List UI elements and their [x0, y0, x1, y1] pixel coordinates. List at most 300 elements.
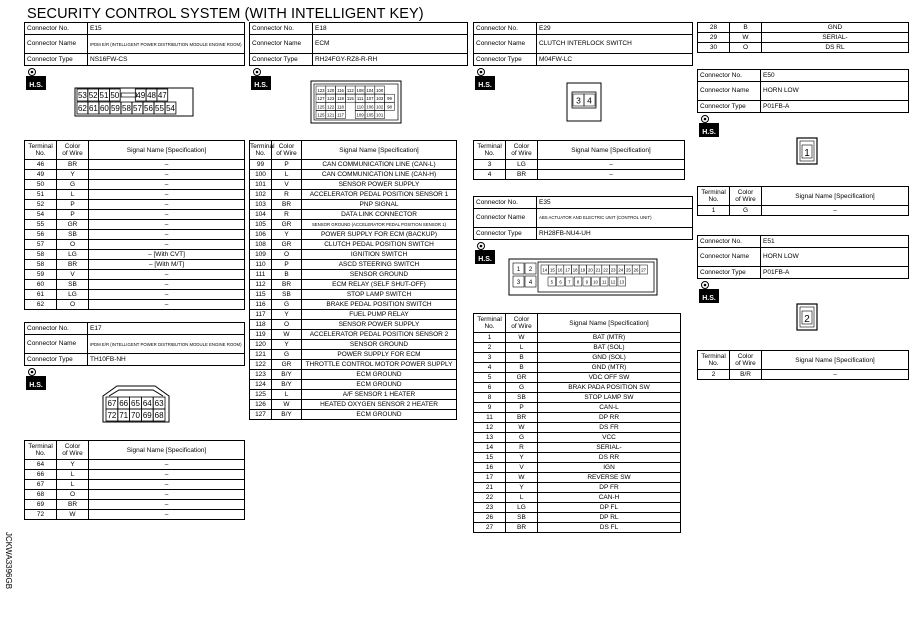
wire-color-cell: B/Y	[272, 380, 302, 390]
terminal-no-header: Terminal No.	[698, 187, 730, 206]
terminal-no-cell: 27	[474, 523, 506, 533]
connector-info-e29: Connector No. E29 Connector Name CLUTCH INTERLOCK SWITCH Connector Type M04FW-LC	[473, 22, 693, 66]
terminal-no-cell: 58	[25, 260, 57, 270]
wire-color-cell: G	[506, 383, 538, 393]
table-row	[250, 300, 457, 310]
wire-color-header: Color of Wire	[57, 141, 89, 160]
wire-color-cell: L	[57, 190, 89, 200]
terminal-no-cell: 72	[25, 510, 57, 520]
connector-info-e35: Connector No. E35 Connector Name ABS ACTUATOR AND ELECTRIC UNIT (CONTROL UNIT) Connector Type RH28FB-NU4-UH	[473, 196, 693, 240]
table-row	[698, 43, 909, 53]
wire-color-cell: L	[57, 480, 89, 490]
terminal-no-cell: 110	[250, 260, 272, 270]
pin-label: 127	[317, 96, 325, 102]
table-row	[25, 160, 245, 170]
signal-name-cell: SENSOR POWER SUPPLY	[302, 180, 457, 190]
pin-label: 18	[572, 267, 578, 273]
connector-info-e51: Connector No. E51 Connector Name HORN LOW Connector Type P01FB-A	[697, 235, 909, 279]
pin-label: 100	[376, 88, 384, 93]
terminal-no-cell: 118	[250, 320, 272, 330]
signal-name-header: Signal Name [Specification]	[302, 141, 457, 160]
pin-label: 58	[122, 104, 131, 113]
wire-color-cell: G	[506, 433, 538, 443]
wire-color-cell: LG	[506, 160, 538, 170]
svg-text:H.S.: H.S.	[702, 295, 716, 302]
signal-name-cell: –	[89, 230, 245, 240]
table-row	[250, 320, 457, 330]
connector-e35-diagram	[508, 258, 658, 296]
terminal-no-cell: 125	[250, 390, 272, 400]
pin-label: 7	[568, 279, 571, 285]
harness-side-icon	[474, 241, 496, 265]
wire-color-cell: B	[272, 270, 302, 280]
signal-name-header: Signal Name [Specification]	[538, 141, 685, 160]
pin-label: 115	[346, 96, 354, 102]
pin-label: 12	[610, 279, 616, 285]
pin-label: 1	[804, 148, 810, 159]
pin-label: 2	[804, 314, 810, 325]
pin-label: 69	[142, 411, 152, 420]
signal-name-cell: –	[538, 170, 685, 180]
wire-color-cell: B/R	[730, 370, 762, 380]
table-row	[250, 160, 457, 170]
pin-label: 6	[559, 279, 562, 285]
table-row	[25, 260, 245, 270]
signal-name-cell: SERIAL-	[538, 443, 681, 453]
wire-color-cell: O	[57, 490, 89, 500]
table-row	[25, 200, 245, 210]
terminal-no-cell: 46	[25, 160, 57, 170]
connector-info-e50: Connector No. E50 Connector Name HORN LOW Connector Type P01FB-A	[697, 69, 909, 113]
pin-label: 117	[337, 112, 344, 118]
signal-name-cell: ACCELERATOR PEDAL POSITION SENSOR 1	[302, 190, 457, 200]
wire-color-cell: LG	[506, 503, 538, 513]
wire-color-cell: L	[506, 493, 538, 503]
signal-name-cell: VDC OFF SW	[538, 373, 681, 383]
table-row	[250, 220, 457, 230]
wire-color-cell: V	[57, 270, 89, 280]
wire-color-cell: O	[272, 320, 302, 330]
pin-label: 13	[619, 279, 625, 285]
table-row	[474, 513, 681, 523]
terminal-no-cell: 66	[25, 470, 57, 480]
table-row	[250, 240, 457, 250]
harness-side-icon	[698, 280, 720, 304]
wire-color-cell: Y	[57, 460, 89, 470]
table-row	[698, 370, 909, 380]
signal-name-cell: DS FL	[538, 523, 681, 533]
wire-color-cell: SB	[57, 230, 89, 240]
terminal-no-cell: 2	[474, 343, 506, 353]
pin-label: 66	[119, 399, 129, 408]
signal-name-header: Signal Name [Specification]	[89, 441, 245, 460]
wire-color-cell: GR	[506, 373, 538, 383]
pin-label: 17	[565, 267, 570, 273]
signal-name-cell: STOP LAMP SW	[538, 393, 681, 403]
wire-color-cell: G	[272, 300, 302, 310]
pin-label: 3	[516, 280, 521, 286]
wire-color-cell: P	[57, 210, 89, 220]
connector-info-e18: Connector No. E18 Connector Name ECM Connector Type RH24FGY-RZ8-R-RH	[249, 22, 468, 66]
pin-label: 121	[327, 112, 335, 118]
table-row	[474, 413, 681, 423]
signal-name-cell: ACCELERATOR PEDAL POSITION SENSOR 2	[302, 330, 457, 340]
table-row	[474, 353, 681, 363]
pin-label: 16	[557, 267, 563, 273]
signal-name-cell: –	[89, 510, 245, 520]
table-row	[25, 460, 245, 470]
terminal-no-cell: 54	[25, 210, 57, 220]
pin-label: 112	[346, 88, 354, 93]
connector-info-e17: Connector No. E17 Connector Name IPDM E/R (INTELLIGENT POWER DISTRIBUTION MODULE ENGINE ROOM) Connector Type TH10FB-NH	[24, 322, 245, 366]
signal-name-cell: – [With CVT]	[89, 250, 245, 260]
terminal-no-cell: 112	[250, 280, 272, 290]
table-row	[250, 250, 457, 260]
wire-color-cell: Y	[506, 483, 538, 493]
svg-text:H.S.: H.S.	[478, 82, 492, 89]
signal-name-cell: SENSOR GROUND (ACCELERATOR PEDAL POSITION SENSOR 1)	[302, 220, 457, 230]
terminal-no-cell: 5	[474, 373, 506, 383]
pin-label: 104	[366, 88, 374, 93]
pin-label: 8	[576, 279, 580, 285]
wire-color-cell: W	[272, 400, 302, 410]
table-header	[474, 314, 681, 333]
wire-color-cell: Y	[57, 170, 89, 180]
signal-name-cell: DS FR	[538, 423, 681, 433]
pin-label: 106	[366, 104, 374, 110]
connector-e50-diagram	[796, 137, 818, 165]
pin-label: 24	[618, 267, 624, 273]
pin-label: 11	[602, 279, 607, 285]
signal-name-cell: BAT (MTR)	[538, 333, 681, 343]
pin-label: 99	[387, 96, 392, 102]
table-row	[474, 373, 681, 383]
wire-color-cell: BR	[506, 170, 538, 180]
table-row	[474, 403, 681, 413]
signal-name-cell: DP FL	[538, 503, 681, 513]
terminal-no-cell: 109	[250, 250, 272, 260]
table-row	[698, 23, 909, 33]
terminal-table-e29	[473, 140, 685, 180]
signal-name-cell: GND	[762, 23, 909, 33]
wire-color-header: Color of Wire	[57, 441, 89, 460]
pin-label: 102	[376, 104, 384, 110]
pin-label: 118	[337, 104, 344, 110]
pin-label: 48	[147, 91, 156, 100]
pin-label: 50	[110, 91, 120, 100]
terminal-no-cell: 26	[474, 513, 506, 523]
wire-color-cell: R	[272, 190, 302, 200]
table-header	[25, 441, 245, 460]
table-row	[25, 480, 245, 490]
terminal-no-cell: 121	[250, 350, 272, 360]
signal-name-cell: –	[89, 500, 245, 510]
terminal-no-cell: 61	[25, 290, 57, 300]
table-row	[474, 170, 685, 180]
table-row	[474, 503, 681, 513]
pin-label: 49	[136, 91, 146, 100]
table-row	[25, 490, 245, 500]
terminal-no-cell: 11	[474, 413, 506, 423]
table-row	[474, 393, 681, 403]
wire-color-cell: BR	[57, 500, 89, 510]
pin-label: 98	[387, 104, 392, 110]
table-row	[25, 500, 245, 510]
signal-name-cell: DATA LINK CONNECTOR	[302, 210, 457, 220]
signal-name-cell: – [With M/T]	[89, 260, 245, 270]
signal-name-cell: FUEL PUMP RELAY	[302, 310, 457, 320]
wire-color-cell: B	[506, 363, 538, 373]
signal-name-cell: POWER SUPPLY FOR ECM	[302, 350, 457, 360]
wire-color-cell: LG	[57, 250, 89, 260]
terminal-no-cell: 102	[250, 190, 272, 200]
terminal-no-header: Terminal No.	[474, 141, 506, 160]
terminal-no-cell: 123	[250, 370, 272, 380]
table-row	[474, 363, 681, 373]
wire-color-cell: O	[57, 240, 89, 250]
pin-label: 105	[366, 112, 374, 118]
table-row	[474, 443, 681, 453]
pin-label: 62	[77, 104, 87, 113]
signal-name-cell: –	[89, 300, 245, 310]
pin-label: 14	[542, 267, 548, 273]
table-header	[25, 141, 245, 160]
wire-color-cell: R	[506, 443, 538, 453]
svg-text:H.S.: H.S.	[702, 129, 716, 136]
terminal-no-cell: 21	[474, 483, 506, 493]
terminal-table-e15	[24, 140, 245, 310]
table-row	[250, 350, 457, 360]
table-row	[474, 483, 681, 493]
wire-color-cell: GR	[272, 240, 302, 250]
terminal-no-cell: 4	[474, 170, 506, 180]
pin-label: 1	[516, 267, 521, 273]
terminal-no-cell: 30	[698, 43, 730, 53]
signal-name-cell: HEATED OXYGEN SENSOR 2 HEATER	[302, 400, 457, 410]
wire-color-cell: BR	[57, 160, 89, 170]
terminal-no-cell: 14	[474, 443, 506, 453]
signal-name-cell: –	[89, 200, 245, 210]
table-row	[25, 470, 245, 480]
wire-color-cell: B	[506, 353, 538, 363]
wire-color-cell: LG	[57, 290, 89, 300]
signal-name-cell: CAN COMMUNICATION LINE (CAN-H)	[302, 170, 457, 180]
signal-name-cell: GND (SOL)	[538, 353, 681, 363]
wire-color-cell: Y	[272, 310, 302, 320]
wire-color-cell: BR	[272, 280, 302, 290]
terminal-no-cell: 2	[698, 370, 730, 380]
pin-label: 123	[327, 96, 335, 102]
harness-side-icon	[25, 367, 47, 391]
signal-name-cell: –	[89, 270, 245, 280]
table-row	[25, 190, 245, 200]
wire-color-cell: W	[272, 330, 302, 340]
wire-color-cell: Y	[272, 230, 302, 240]
signal-name-cell: –	[89, 220, 245, 230]
signal-name-cell: POWER SUPPLY FOR ECM (BACKUP)	[302, 230, 457, 240]
terminal-no-cell: 64	[25, 460, 57, 470]
pin-label: 122	[327, 104, 335, 110]
wire-color-cell: BR	[506, 523, 538, 533]
wire-color-cell: O	[730, 43, 762, 53]
signal-name-cell: –	[89, 170, 245, 180]
pin-label: 107	[366, 96, 374, 102]
signal-name-cell: IGN	[538, 463, 681, 473]
wire-color-header: Color of Wire	[272, 141, 302, 160]
wire-color-cell: V	[272, 180, 302, 190]
wire-color-cell: W	[57, 510, 89, 520]
pin-label: 72	[107, 411, 117, 420]
terminal-no-cell: 58	[25, 250, 57, 260]
pin-label: 54	[166, 104, 175, 113]
pin-label: 119	[337, 96, 344, 102]
signal-name-cell: –	[89, 180, 245, 190]
terminal-no-cell: 108	[250, 240, 272, 250]
wire-color-cell: L	[272, 170, 302, 180]
terminal-no-header: Terminal No.	[250, 141, 272, 160]
terminal-no-cell: 127	[250, 410, 272, 420]
pin-label: 27	[641, 267, 646, 273]
pin-label: 53	[77, 91, 87, 100]
harness-side-icon	[698, 114, 720, 138]
signal-name-cell: –	[89, 470, 245, 480]
terminal-no-cell: 124	[250, 380, 272, 390]
signal-name-cell: BRAK PADA POSITION SW	[538, 383, 681, 393]
wire-color-cell: P	[57, 200, 89, 210]
table-row	[25, 510, 245, 520]
signal-name-cell: CLUTCH PEDAL POSITION SWITCH	[302, 240, 457, 250]
table-row	[25, 290, 245, 300]
terminal-no-cell: 67	[25, 480, 57, 490]
table-row	[474, 473, 681, 483]
pin-label: 103	[376, 96, 384, 102]
pin-label: 60	[99, 104, 109, 113]
table-row	[250, 230, 457, 240]
signal-name-cell: ECM RELAY (SELF SHUT-OFF)	[302, 280, 457, 290]
wire-color-cell: SB	[506, 513, 538, 523]
signal-name-cell: DP FR	[538, 483, 681, 493]
connector-e18-diagram	[310, 80, 402, 124]
table-row	[250, 280, 457, 290]
wire-color-cell: B	[730, 23, 762, 33]
pin-label: 68	[154, 411, 164, 420]
signal-name-cell: GND (MTR)	[538, 363, 681, 373]
table-row	[25, 180, 245, 190]
terminal-no-cell: 28	[698, 23, 730, 33]
terminal-table-e17	[24, 440, 245, 520]
terminal-no-cell: 69	[25, 500, 57, 510]
table-row	[474, 160, 685, 170]
signal-name-cell: ECM GROUND	[302, 410, 457, 420]
terminal-no-cell: 4	[474, 363, 506, 373]
signal-name-cell: BRAKE PEDAL POSITION SWITCH	[302, 300, 457, 310]
pin-label: 20	[588, 267, 593, 273]
pin-label: 116	[337, 88, 344, 93]
wire-color-cell: W	[506, 423, 538, 433]
table-row	[250, 330, 457, 340]
terminal-no-cell: 105	[250, 220, 272, 230]
table-row	[698, 33, 909, 43]
terminal-no-cell: 62	[25, 300, 57, 310]
pin-label: 55	[155, 104, 164, 113]
terminal-no-cell: 16	[474, 463, 506, 473]
terminal-no-cell: 122	[250, 360, 272, 370]
pin-label: 63	[154, 399, 164, 408]
connector-info-e15: Connector No. E15 Connector Name IPDM E/R (INTELLIGENT POWER DISTRIBUTION MODULE ENGINE ROOM) Connector Type NS16FW-CS	[24, 22, 245, 66]
signal-name-cell: ECM GROUND	[302, 380, 457, 390]
terminal-no-cell: 115	[250, 290, 272, 300]
pin-label: 51	[99, 91, 109, 100]
terminal-no-cell: 126	[250, 400, 272, 410]
table-row	[250, 210, 457, 220]
wire-color-cell: GR	[272, 220, 302, 230]
table-row	[250, 340, 457, 350]
wire-color-cell: W	[730, 33, 762, 43]
connector-e29-diagram	[566, 82, 602, 122]
wire-color-header: Color of Wire	[730, 187, 762, 206]
table-row	[474, 423, 681, 433]
terminal-no-cell: 3	[474, 353, 506, 363]
table-row	[25, 220, 245, 230]
signal-name-cell: DP RR	[538, 413, 681, 423]
terminal-no-cell: 60	[25, 280, 57, 290]
connector-e15-diagram	[74, 87, 194, 117]
terminal-no-cell: 51	[25, 190, 57, 200]
svg-text:H.S.: H.S.	[29, 82, 43, 89]
table-row	[25, 300, 245, 310]
terminal-no-cell: 120	[250, 340, 272, 350]
pin-label: 120	[327, 88, 335, 93]
table-row	[474, 333, 681, 343]
table-row	[250, 180, 457, 190]
terminal-table-e50	[697, 186, 909, 216]
pin-label: 65	[131, 399, 140, 408]
wire-color-cell: GR	[272, 360, 302, 370]
terminal-table-e18	[249, 140, 457, 420]
signal-name-cell: –	[762, 370, 909, 380]
signal-name-cell: CAN-L	[538, 403, 681, 413]
signal-name-cell: REVERSE SW	[538, 473, 681, 483]
pin-label: 3	[576, 95, 581, 106]
signal-name-cell: A/F SENSOR 1 HEATER	[302, 390, 457, 400]
pin-label: 15	[550, 267, 555, 273]
table-row	[474, 433, 681, 443]
wire-color-cell: G	[730, 206, 762, 216]
pin-label: 52	[88, 91, 98, 100]
terminal-no-cell: 1	[698, 206, 730, 216]
wire-color-cell: GR	[57, 220, 89, 230]
pin-label: 4	[587, 95, 592, 106]
harness-side-icon	[25, 67, 47, 91]
pin-label: 22	[603, 267, 608, 273]
terminal-no-cell: 50	[25, 180, 57, 190]
signal-name-cell: CAN COMMUNICATION LINE (CAN-L)	[302, 160, 457, 170]
terminal-no-header: Terminal No.	[474, 314, 506, 333]
pin-label: 5	[550, 279, 553, 285]
terminal-no-cell: 3	[474, 160, 506, 170]
wire-color-cell: BR	[272, 200, 302, 210]
wire-color-cell: L	[57, 470, 89, 480]
terminal-table-e35	[473, 313, 681, 533]
terminal-no-cell: 57	[25, 240, 57, 250]
side-code: JCKWA3396GB	[4, 532, 13, 590]
signal-name-cell: –	[89, 480, 245, 490]
table-row	[25, 230, 245, 240]
svg-text:H.S.: H.S.	[254, 82, 268, 89]
signal-name-cell: –	[762, 206, 909, 216]
pin-label: 70	[131, 411, 140, 420]
terminal-no-cell: 106	[250, 230, 272, 240]
